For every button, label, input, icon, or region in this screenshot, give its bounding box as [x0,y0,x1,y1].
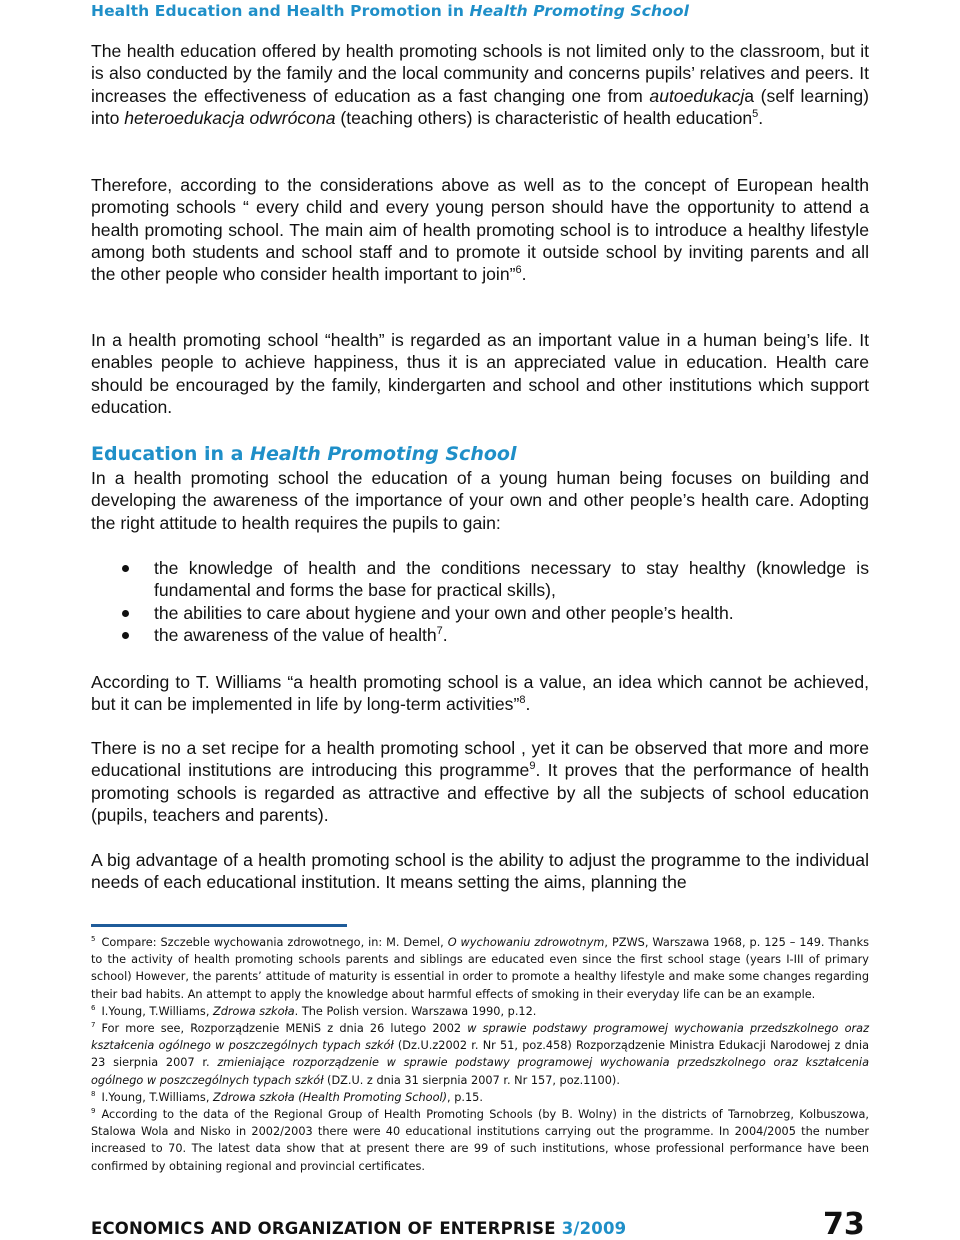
footnotes [91,934,869,1175]
paragraph-3: In a health promoting school “health” is regarded as an important value in a human being’s life. It enables people to achieve happiness, thus it is an appreciated value in education. Health care should be encouraged by the family, kindergarten and school and other institutions which support education. [91,330,869,417]
running-header: Health Education and Health Promotion in Health Promoting School [91,2,690,20]
bullet-icon [122,565,129,572]
footnote-ref-6[interactable]: 6 [515,264,522,277]
paragraph-1: The health education offered by health promoting schools is not limited only to the classroom, but it is also conducted by the family and the local community and concerns pupils’ relatives and peers. It increases the effectiveness of education as a fast changing one from autoedukacja (self learning) into heteroedukacja odwrócona (teaching others) is characteristic of health education$^5$. [91,41,869,128]
paragraph-6: There is no a set recipe for a health promoting school , yet it can be observed that more and more educational institutions are introducing this programme$^9$. It proves that the performance of health promoting schools is regarded as attractive and effective by all the subjects of school education (pupils, teachers and parents). [91,738,869,825]
bullet-list [91,557,869,646]
footnote-ref-7[interactable]: 7 [436,625,443,638]
bullet-icon [122,632,129,639]
section-heading-italic: Health Promoting School [250,443,517,465]
running-header-italic: Health Promoting School [469,2,690,20]
list-item: the knowledge of health and the conditions necessary to stay healthy (knowledge is fundamental and forms the base for practical skills), [91,557,869,602]
footnote-9: $^9$ According to the data of the Regional Group of Health Promoting Schools (by B. Wolny) in the districts of Tarnobrzeg, Kolbuszowa, Stalowa Wola and Nisko in 2002/2003 there were 40 educational institutions carrying out the programme. In 2004/2005 the number increased to 70. The latest data show that at present there are 99 of such institutions, whose professional performance have been confirmed by obtaining regional and provincial certificates. [91,1107,869,1173]
footnote-6: $^6$ I.Young, T.Williams, Zdrowa szkoła. The Polish version. Warszawa 1990, p.12. [91,1004,537,1018]
footnote-7: $^7$ For more see, Rozporządzenie MENiS z dnia 26 lutego 2002 w sprawie podstawy programowej wychowania przedszkolnego oraz kształcenia ogólnego w poszczególnych typach szkół (Dz.U.z2002 r. Nr 51, poz.458) Rozporządzenie Ministra Edukacji Narodowej z dnia 23 sierpnia 2007 r. zmieniające rozporządzenie w sprawie podstawy programowej wychowania przedszkolnego oraz kształcenia ogólnego w poszczególnych typach szkół (DZ.U. z dnia 31 sierpnia 2007 r. Nr 157, poz.1100). [91,1021,870,1087]
footnote-ref-9[interactable]: 9 [529,760,536,773]
paragraph-2: Therefore, according to the considerations above as well as to the concept of European health promoting schools “ every child and every young person should have the opportunity to attend a health promoting school. The main aim of health promoting school is to introduce a healthy lifestyle among both students and school staff and to promote it outside school by inviting parents and all the other people who consider health important to join”$^6$. [91,175,869,285]
paragraph-5: According to T. Williams “a health promoting school is a value, an idea which cannot be achieved, but it can be implemented in life by long-term activities”$^8$. [91,672,869,715]
term-heteroedukacja: heteroedukacja odwrócona [124,107,336,128]
term-autoedukacja: autoedukacj [649,85,745,106]
footer-issue: 3/2009 [561,1219,627,1238]
section-heading: Education in a Health Promoting School [91,443,517,465]
footnote-5: $^5$ Compare: Szczeble wychowania zdrowotnego, in: M. Demel, O wychowaniu zdrowotnym, PZWS, Warszawa 1968, p. 125 – 149. Thanks to the activity of health promoting schools parents and siblings are educated even since the first school stage (years I-III of primary school) However, the parents’ attitude of maturity is essential in order to promote a healthy lifestyle and make some changes regarding their bad habits. An attempt to apply the knowledge about harmful effects of smoking in their everyday life can be an example. [91,935,869,1001]
list-item: the abilities to care about hygiene and your own and other people’s health. [91,602,869,624]
paragraph-7: A big advantage of a health promoting school is the ability to adjust the programme to the individual needs of each educational institution. It means setting the aims, planning the [91,850,869,893]
footnote-8: $^8$ I.Young, T.Williams, Zdrowa szkoła (Health Promoting School), p.15. [91,1090,483,1104]
footnote-ref-8[interactable]: 8 [519,694,526,707]
bullet-icon [122,610,129,617]
footnote-divider [91,924,347,927]
footer-journal-title: ECONOMICS AND ORGANIZATION OF ENTERPRISE 3/2009 [91,1219,627,1238]
paragraph-4: In a health promoting school the education of a young human being focuses on building and developing the awareness of the importance of your own and other people’s health care. Adopting the right attitude to health requires the pupils to gain: [91,468,869,533]
footnote-ref-5[interactable]: 5 [752,108,759,121]
page-number: 73 [823,1207,865,1240]
list-item: the awareness of the value of health$^7$. [91,624,869,646]
